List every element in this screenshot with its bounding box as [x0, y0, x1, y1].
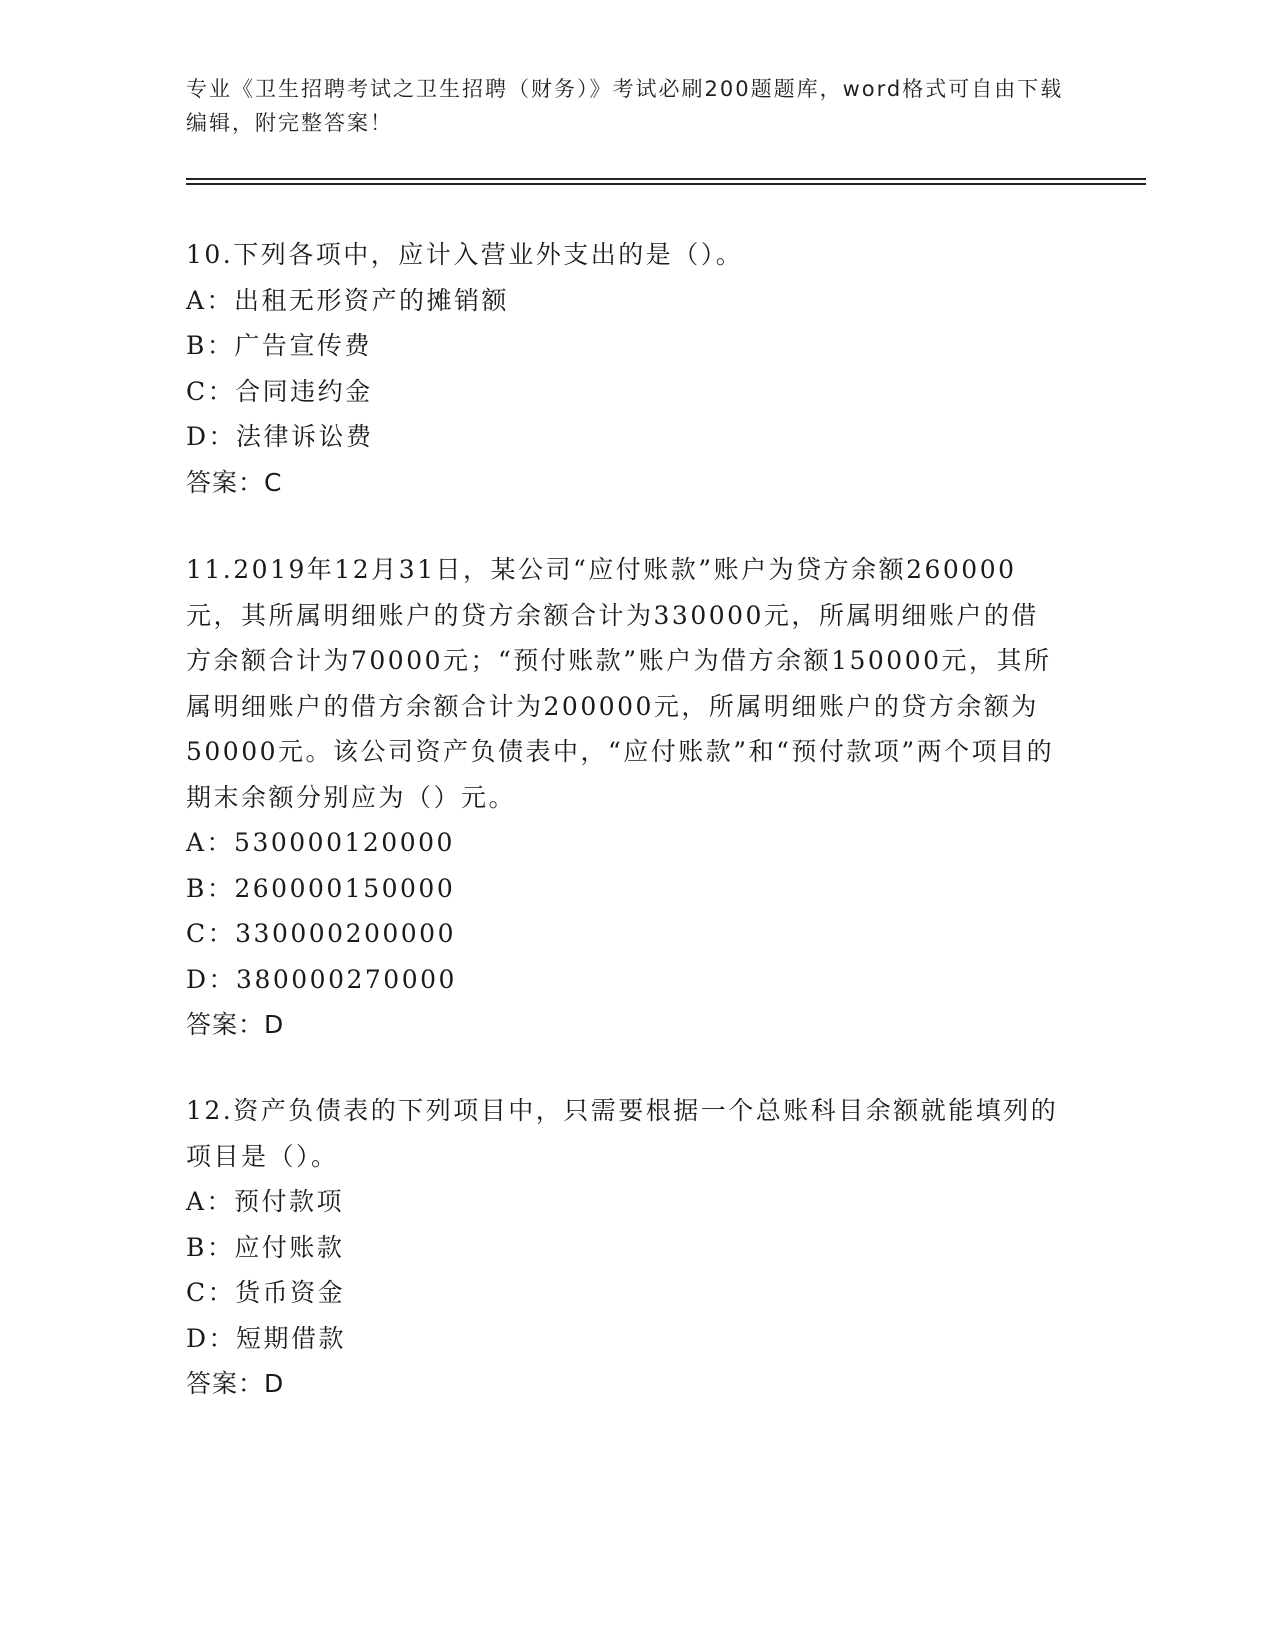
option-a: A：出租无形资产的摊销额: [186, 285, 510, 315]
header-text: 专业《卫生招聘考试之卫生招聘（财务）》考试必刷200题题库，word格式可自由下载编辑，附完整答案！: [186, 77, 1064, 135]
option-c: C：货币资金: [186, 1278, 346, 1307]
option-b: B：广告宣传费: [186, 331, 372, 360]
option-d: D：380000270000: [186, 964, 457, 994]
question-10: [186, 232, 1066, 505]
option-b: B：260000150000: [186, 873, 456, 903]
option-d: D：短期借款: [186, 1323, 347, 1353]
option-a: A：530000120000: [186, 828, 455, 857]
answer: 答案：D: [186, 1010, 285, 1039]
document-header: [186, 72, 1066, 140]
question-stem: 11.2019年12月31日，某公司“应付账款”账户为贷方余额260000元，其所属明细账户的贷方余额合计为330000元，所属明细账户的借方余额合计为70000元；“预付账款”账户为借方余额150000元，其所属明细账户的借方余额合计为200000元，所属明细账户的贷方余额为50000元。该公司资产负债表中，“应付账款”和“预付款项”两个项目的期末余额分别应为（）元。: [186, 555, 1055, 812]
question-stem: 12.资产负债表的下列项目中，只需要根据一个总账科目余额就能填列的项目是（）。: [186, 1096, 1059, 1171]
option-a: A：预付款项: [186, 1187, 345, 1216]
question-11: [186, 547, 1066, 1048]
answer: 答案：D: [186, 1369, 285, 1398]
option-b: B：应付账款: [186, 1232, 345, 1262]
question-stem: 10.下列各项中，应计入营业外支出的是（）。: [186, 240, 744, 269]
option-c: C：合同违约金: [186, 376, 373, 406]
header-divider: [186, 178, 1146, 185]
option-c: C：330000200000: [186, 919, 456, 948]
question-12: [186, 1088, 1066, 1407]
option-d: D：法律诉讼费: [186, 422, 374, 451]
answer: 答案：C: [186, 467, 283, 497]
